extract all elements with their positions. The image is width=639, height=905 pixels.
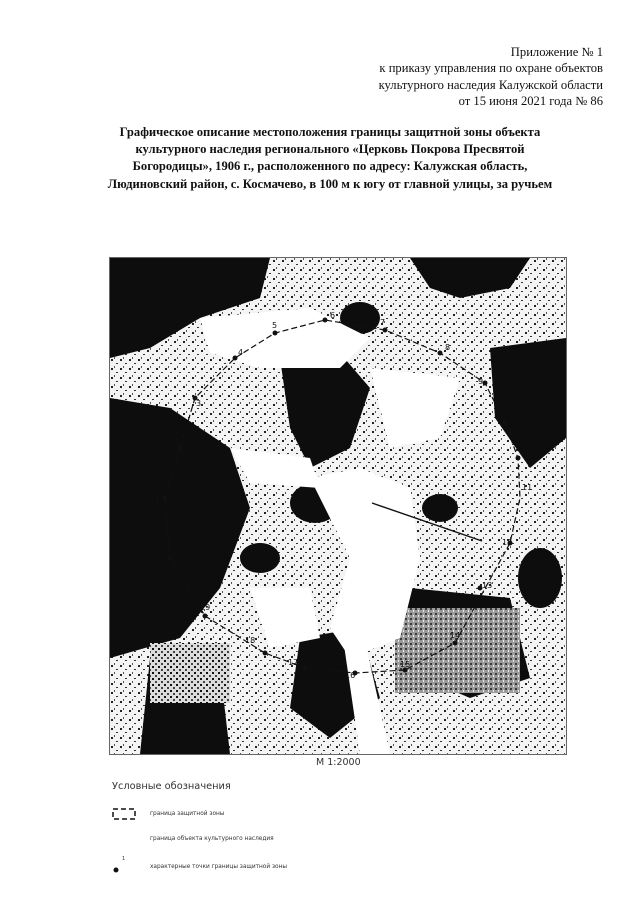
legend-zone-label: граница защитной зоны [150,811,225,817]
appendix-line: Приложение № 1 [510,45,603,59]
point-label: 3 [196,399,202,408]
boundary-point [178,446,183,451]
boundary-point [453,641,458,646]
boundary-point [438,351,443,356]
point-label: 20 [166,556,177,565]
point-label: 1 [155,496,161,505]
distance-label: 100 [425,511,441,520]
boundary-point [233,356,238,361]
grey-area [150,643,230,703]
boundary-point [263,651,268,656]
title-line: Людиновский район, с. Космачево, в 100 м к югу от главной улицы, за ручьем [107,176,553,191]
point-label: 13 [482,581,493,590]
point-label: 4 [238,348,244,357]
aerial-map-svg [110,258,566,754]
boundary-point [323,318,328,323]
legend-title: Условные обозначения [112,781,231,792]
point-label: 17 [288,658,299,667]
point-label: 7 [380,318,386,327]
appendix-header [273,44,603,110]
map-scale: М 1:2000 [316,757,361,768]
zone-boundary-symbol [112,808,136,820]
appendix-line: к приказу управления по охране объектов [379,61,603,76]
appendix-line: культурного наследия Калужской области [378,77,603,92]
boundary-point [163,496,168,501]
legend-point-label: характерные точки границы защитной зоны [150,864,287,870]
point-label: 6 [330,311,336,320]
point-label: 19 [200,603,211,612]
point-label: 14 [450,631,461,640]
boundary-point [203,614,208,619]
boundary-point [516,456,521,461]
point-label: 18 [245,636,256,645]
document-title [70,124,590,193]
boundary-point [483,381,488,386]
point-label: 15 [400,660,411,669]
boundary-point [503,421,508,426]
point-label: 8 [445,343,451,352]
boundary-point [383,328,388,333]
title-line: Богородицы», 1906 г., расположенного по адресу: Калужская область, [132,159,528,174]
point-label: 11 [522,483,533,492]
point-label: 2 [170,446,176,455]
point-label: 16 [345,671,356,680]
grey-area [395,608,520,693]
title-line: культурного наследия регионального «Церковь Покрова Пресвятой [135,142,525,157]
aerial-map [109,257,567,755]
legend-object-label: граница объекта культурного наследия [150,836,274,842]
point-label: 10 [508,428,519,437]
title-line: Графическое описание местоположения границы защитной зоны объекта [119,125,541,139]
boundary-point [273,331,278,336]
point-label: 12 [502,538,513,547]
boundary-point-symbol [112,860,128,874]
appendix-line: от 15 июня 2021 года № 86 [458,94,603,109]
boundary-point [303,666,308,671]
legend-point-sample: 1 [122,856,126,862]
point-label: 9 [478,377,484,386]
point-label: 5 [272,321,278,330]
